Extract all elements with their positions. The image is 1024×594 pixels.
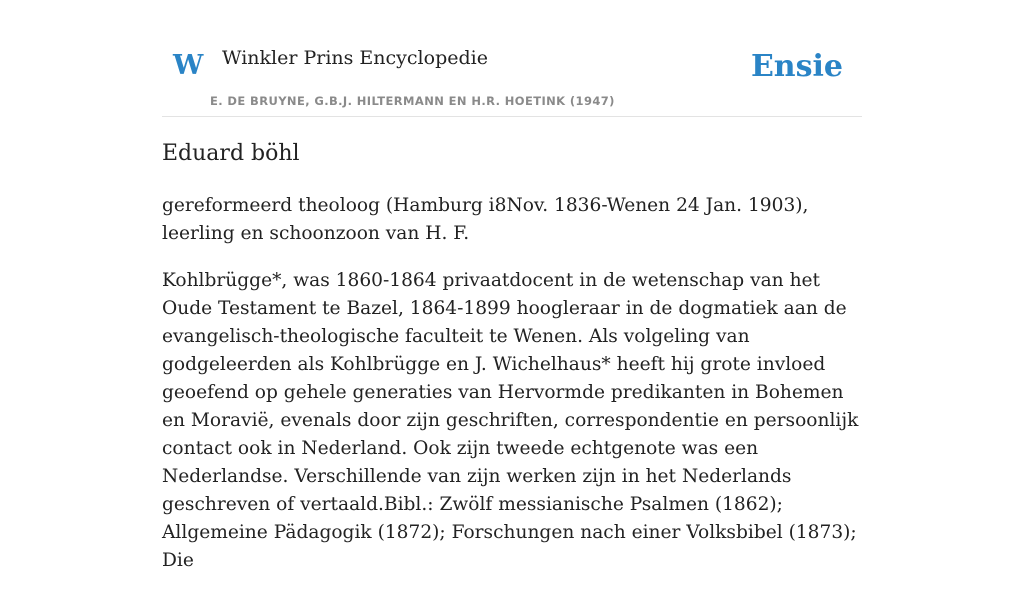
article-title: Eduard böhl: [162, 141, 300, 166]
article-paragraph: Kohlbrügge*, was 1860-1864 privaatdocent in de wetenschap van het Oude Testament te Bazel, 1864-1899 hoogleraar in de dogmatiek aan de evangelisch-theologische faculteit te Wenen. Als volgeling van godgeleerden als Kohlbrügge en J. Wichelhaus* heeft hij grote invloed geoefend op gehele generaties van Hervormde predikanten in Bohemen en Moravië, evenals door zijn geschriften, correspondentie en persoonlijk contact ook in Nederland. Ook zijn tweede echtgenote was een Nederlandse. Verschillende van zijn werken zijn in het Nederlands geschreven of vertaald.Bibl.: Zwölf messianische Psalmen (1862); Allgemeine Pädagogik (1872); Forschungen nach einer Volksbibel (1873); Die: [162, 270, 859, 571]
ensie-logo[interactable]: Ensie: [750, 49, 843, 84]
article-paragraph: gereformeerd theoloog (Hamburg i8Nov. 1836-Wenen 24 Jan. 1903), leerling en schoonzoon van H. F.: [162, 195, 809, 244]
site-header: [162, 0, 862, 117]
winkler-prins-logo[interactable]: W: [173, 50, 204, 81]
book-authors: E. DE BRUYNE, G.B.J. HILTERMANN EN H.R. HOETINK (1947): [210, 94, 615, 108]
article: [162, 138, 864, 594]
book-title[interactable]: Winkler Prins Encyclopedie: [222, 47, 488, 69]
